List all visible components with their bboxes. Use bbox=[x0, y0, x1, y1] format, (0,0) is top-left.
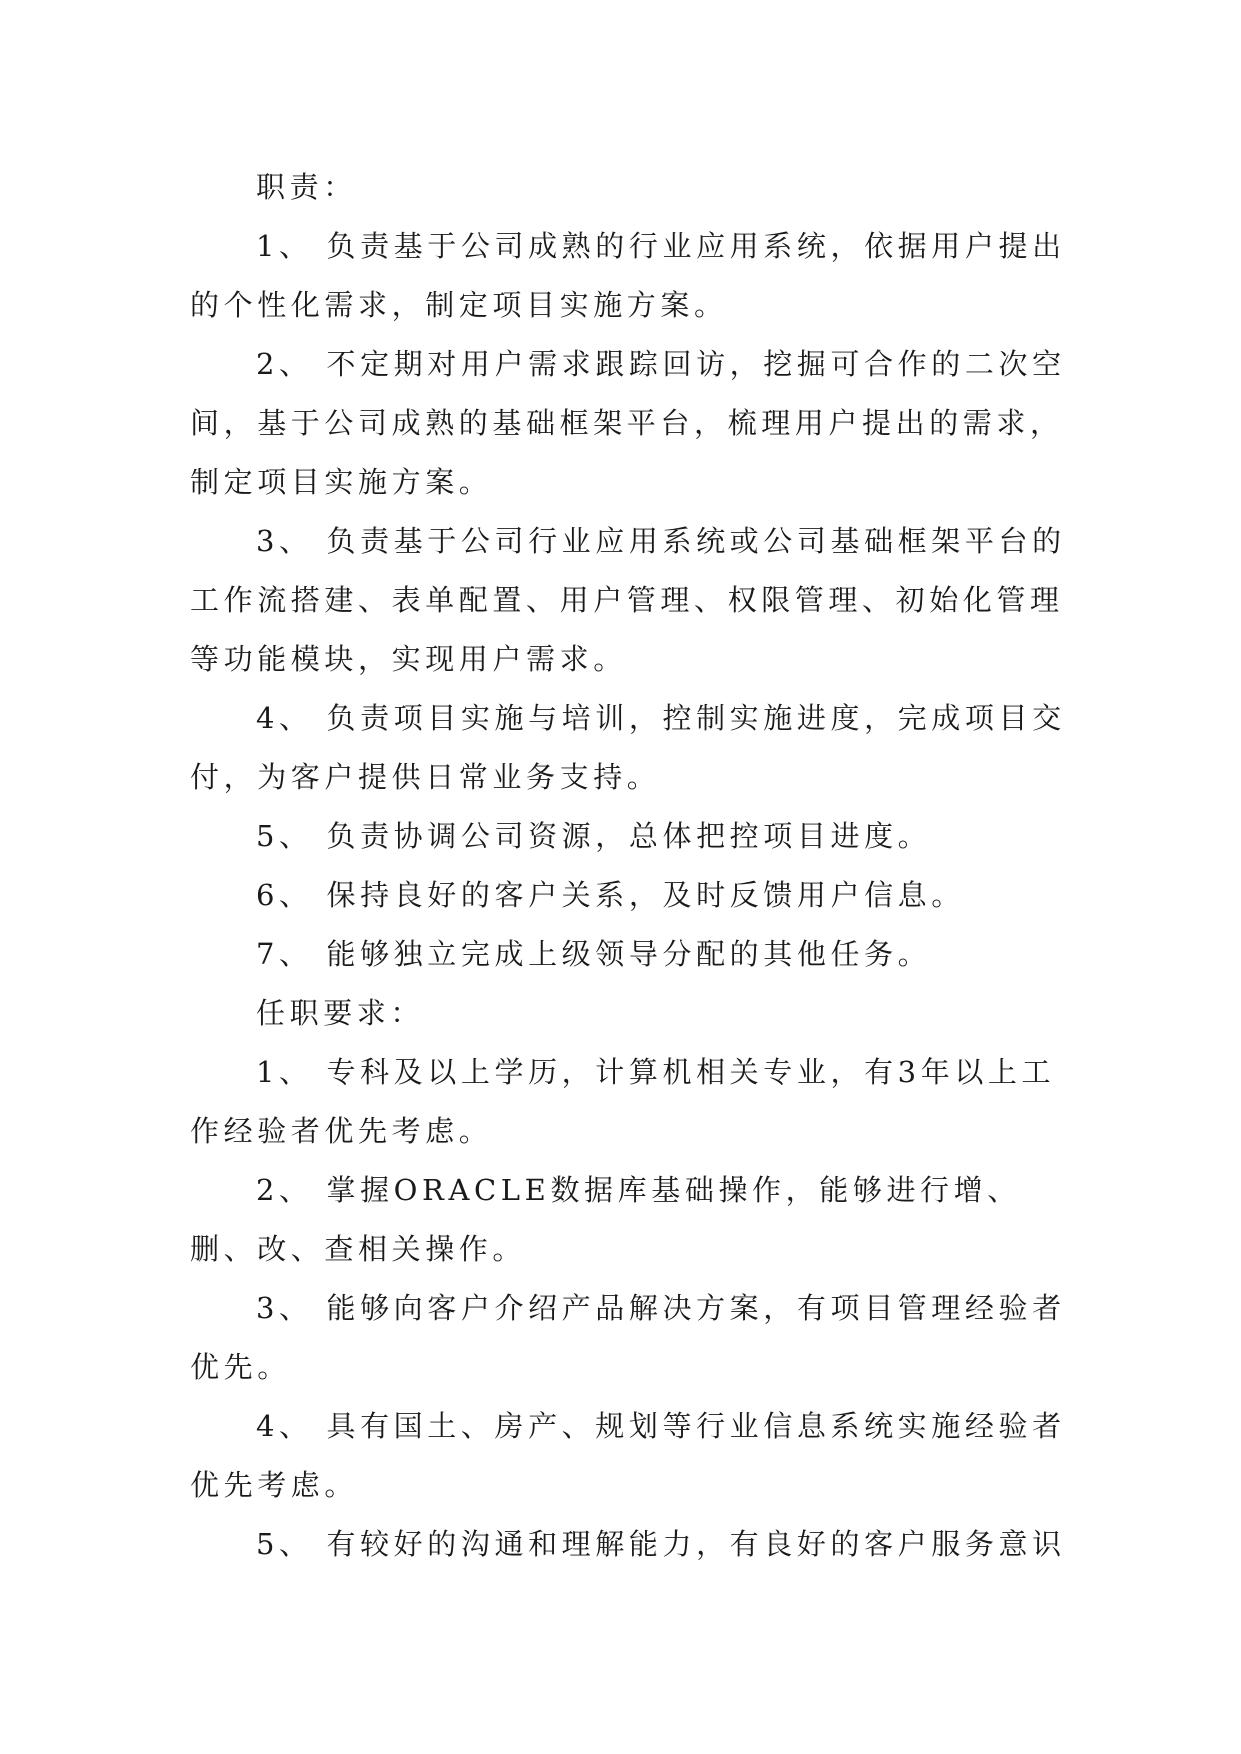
requirement-item-2: 2、 掌握ORACLE数据库基础操作，能够进行增、删、改、查相关操作。 bbox=[190, 1173, 1021, 1266]
duties-heading: 职责： bbox=[256, 170, 357, 204]
document-body bbox=[190, 158, 1068, 1574]
duty-item-5: 5、 负责协调公司资源，总体把控项目进度。 bbox=[256, 819, 932, 853]
duty-item-7: 7、 能够独立完成上级领导分配的其他任务。 bbox=[256, 937, 932, 971]
duty-item-4: 4、 负责项目实施与培训，控制实施进度，完成项目交付，为客户提供日常业务支持。 bbox=[190, 701, 1066, 794]
duty-item-2: 2、 不定期对用户需求跟踪回访，挖掘可合作的二次空间，基于公司成熟的基础框架平台，梳理用户提出的需求，制定项目实施方案。 bbox=[190, 347, 1066, 499]
duty-item-3: 3、 负责基于公司行业应用系统或公司基础框架平台的工作流搭建、表单配置、用户管理、权限管理、初始化管理等功能模块，实现用户需求。 bbox=[190, 524, 1066, 676]
duty-item-1: 1、 负责基于公司成熟的行业应用系统，依据用户提出的个性化需求，制定项目实施方案。 bbox=[190, 229, 1066, 322]
duty-item-6: 6、 保持良好的客户关系，及时反馈用户信息。 bbox=[256, 878, 965, 912]
requirement-item-1: 1、 专科及以上学历，计算机相关专业，有3年以上工作经验者优先考虑。 bbox=[190, 1055, 1056, 1148]
requirement-item-5: 5、 有较好的沟通和理解能力，有良好的客户服务意识 bbox=[256, 1527, 1066, 1561]
requirements-heading: 任职要求： bbox=[256, 996, 425, 1030]
requirement-item-3: 3、 能够向客户介绍产品解决方案，有项目管理经验者优先。 bbox=[190, 1291, 1066, 1384]
requirement-item-4: 4、 具有国土、房产、规划等行业信息系统实施经验者优先考虑。 bbox=[190, 1409, 1066, 1502]
